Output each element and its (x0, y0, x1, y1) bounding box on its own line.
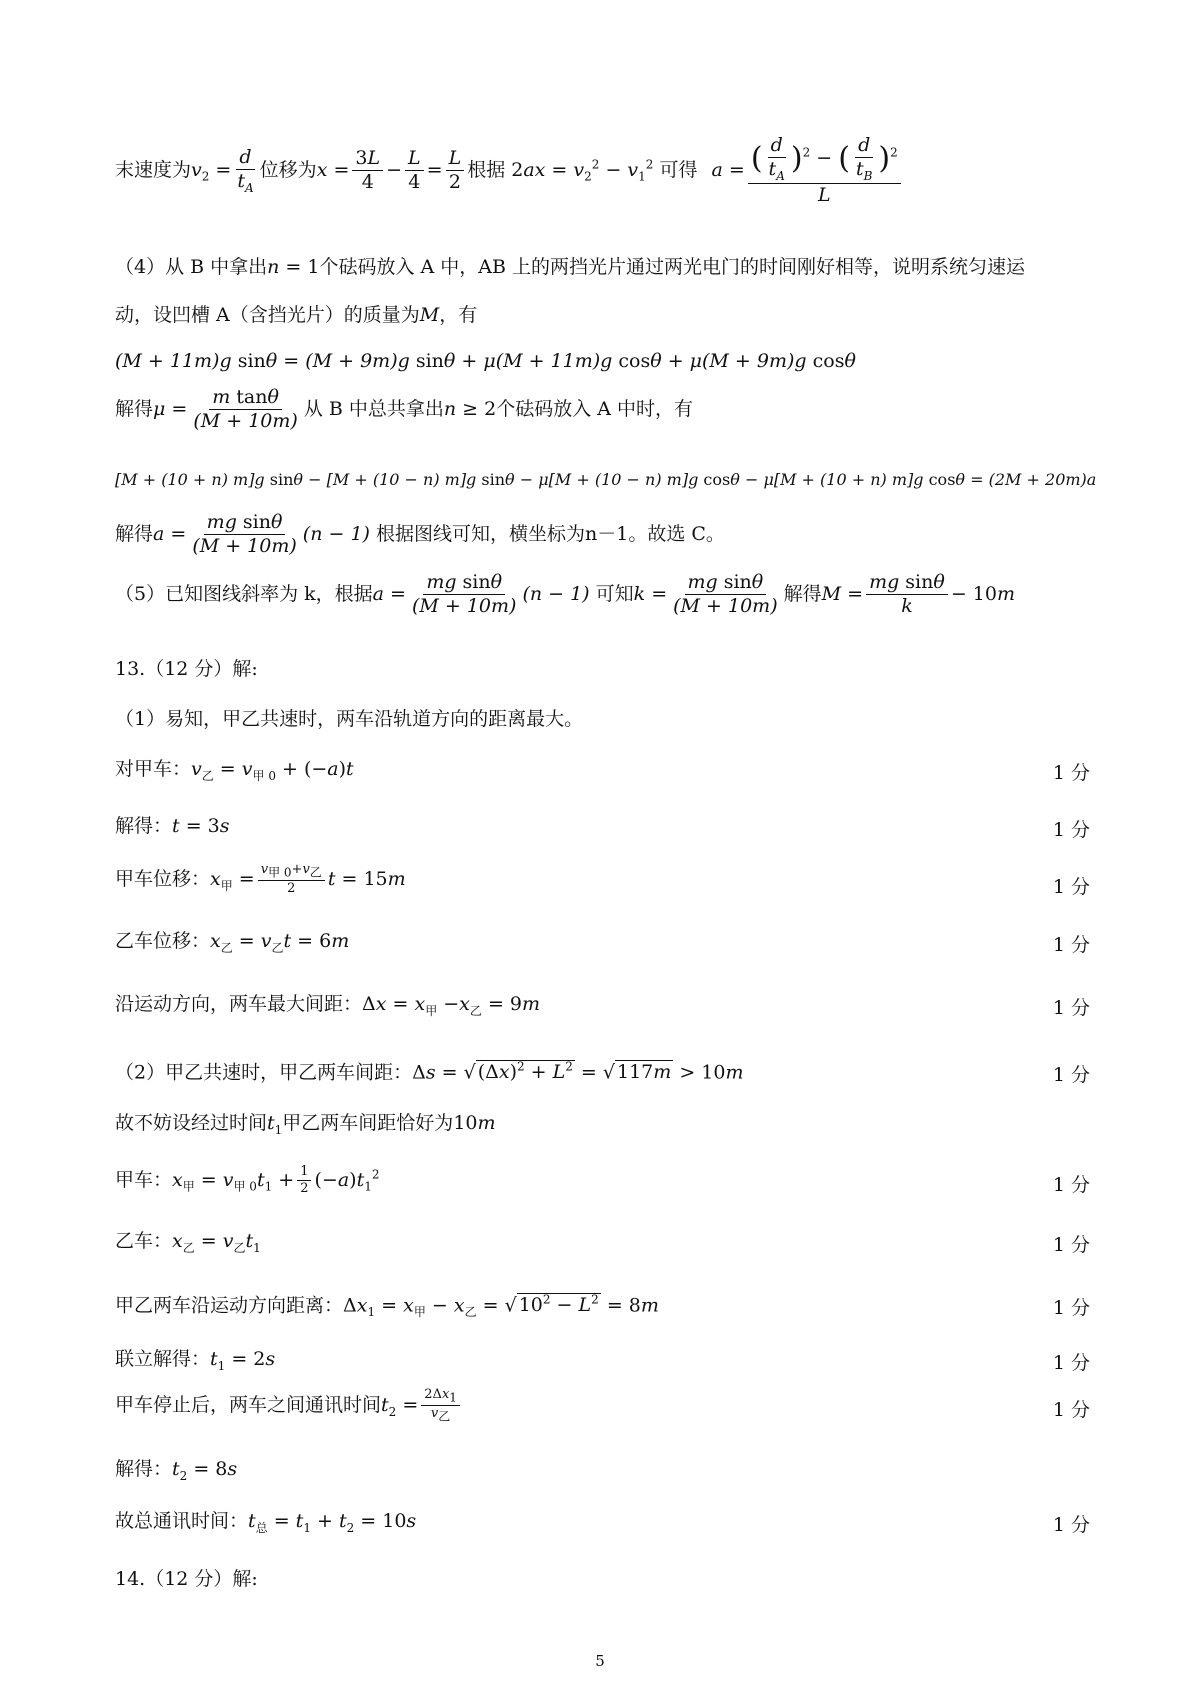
points-label: 1 分 (1052, 1064, 1090, 1086)
text: 甲车位移： (115, 867, 211, 890)
text: 13.（12 分）解: (115, 658, 258, 680)
text: 解得 (115, 522, 154, 545)
q13-row-dx: 沿运动方向，两车最大间距：$\Delta x = x_甲 -x_乙 = 9m$ (115, 993, 541, 1018)
points-label: 1 分 (1052, 1297, 1090, 1319)
text: 从 B 中总共拿出 (303, 397, 444, 420)
paragraph-4-line1: （4）从 B 中拿出n = 1个砝码放入 A 中，AB 上的两挡光片通过两光电门的时间刚好相等，说明系统匀速运 (115, 256, 1026, 278)
text: 解得： (115, 1458, 173, 1480)
text: 甲车停止后，两车之间通讯时间 (115, 1394, 382, 1417)
text: 位移为 (259, 158, 317, 181)
text: 根据图线可知，横坐标为 (376, 522, 586, 545)
text: 故不妨设经过时间 (115, 1112, 268, 1134)
text: 解得 (783, 582, 822, 605)
points-label: 1 分 (1052, 997, 1090, 1019)
text: 乙车： (115, 1230, 173, 1252)
q13-row-speed: 对甲车：$v_乙 = v_{甲 0} + (-a)t$ (115, 758, 354, 783)
points-label: 1 分 (1052, 1399, 1090, 1421)
text: 可得 (659, 158, 698, 181)
text: 解得： (115, 815, 173, 837)
q13-part1 (115, 708, 583, 731)
q13-row-xyi: 乙车位移：$x_乙 = v_乙t = 6m$ (115, 930, 350, 955)
question-13-title (115, 658, 258, 681)
text: 联立解得： (115, 1348, 211, 1370)
text: 14.（12 分）解: (115, 1568, 258, 1590)
paragraph-5: （5）已知图线斜率为 k，根据a = $\frac{\text{mg sinθ}}{(M + 10m)}$ (n − 1) 可知k = $\frac{\text{mg sinθ}}{(M + 10m)}$ 解得M = $\frac{\text{mg sinθ}}{k}$ − 10m (115, 571, 1015, 617)
q13-row-assume: 故不妨设经过时间$t_1$甲乙两车间距恰好为10m (115, 1112, 496, 1137)
points-label: 1 分 (1052, 934, 1090, 956)
points-label: 1 分 (1052, 876, 1090, 898)
text: 。故选 C。 (628, 522, 725, 545)
text: （1）易知，甲乙共速时，两车沿轨道方向的距离最大。 (115, 708, 584, 730)
points-label: 1 分 (1052, 1234, 1090, 1256)
q13-row-yi: 乙车：$x_乙 = v_乙t_1$ (115, 1230, 261, 1255)
q13-row-t2: 甲车停止后，两车之间通讯时间$t_2$ = $\frac{2\Delta x_1}{v_乙}$ (115, 1388, 463, 1424)
paragraph-4-line2: 动，设凹槽 A（含挡光片）的质量为M，有 (115, 304, 478, 326)
points-label: 1 分 (1052, 819, 1090, 841)
text: 对甲车： (115, 758, 192, 780)
q13-row-total: 故总通讯时间：$t_总 = t_1 + t_2 = 10s$ (115, 1510, 417, 1535)
text: （2）甲乙共速时，甲乙两车间距： (115, 1061, 413, 1084)
question-14-title (115, 1568, 258, 1591)
q13-row-jia: 甲车：$x_甲 = v_{甲 0}t_1$ + $\frac{1}{2}$ $(-a)t_1^2$ (115, 1164, 380, 1196)
text: （5）已知图线斜率为 k，根据 (115, 582, 373, 605)
text: 个砝码放入 A 中，AB 上的两挡光片通过两光电门的时间刚好相等，说明系统匀速运 (319, 256, 1026, 278)
text: 乙车位移： (115, 930, 211, 952)
text: 动，设凹槽 A（含挡光片）的质量为 (115, 304, 420, 326)
text: 根据 (467, 158, 506, 181)
text: 解得 (115, 397, 154, 420)
q13-part2: （2）甲乙共速时，甲乙两车间距：Δs = √ $(\Delta x)^2 + L^2$ = √ 117m > 10m (115, 1060, 744, 1084)
solve-mu: 解得μ = $\frac{\text{m tanθ}}{(M + 10m)}$ 从 B 中总共拿出n ≥ 2个砝码放入 A 中时，有 (115, 386, 694, 432)
q13-row-t: 解得：t = 3s (115, 815, 230, 837)
text: n－1 (585, 522, 629, 545)
text: 个砝码放入 A 中时，有 (496, 397, 694, 420)
text: 甲乙两车沿运动方向距离： (115, 1294, 344, 1317)
text: 甲乙两车间距恰好为 (282, 1112, 454, 1134)
points-label: 1 分 (1052, 1174, 1090, 1196)
q13-row-dx1: 甲乙两车沿运动方向距离：$\Delta x_1 = x_甲 - x_乙$ = √ $10^2 - L^2 = 8m$ (115, 1293, 659, 1320)
text: 沿运动方向，两车最大间距： (115, 993, 363, 1015)
points-label: 1 分 (1052, 762, 1090, 784)
points-label: 1 分 (1052, 1352, 1090, 1374)
page-number: 5 (595, 1652, 605, 1670)
q13-row-t1: 联立解得：$t_1 = 2s$ (115, 1348, 276, 1373)
text: （4）从 B 中拿出 (115, 256, 268, 278)
formula-line-final-speed: 末速度为$v_2$ = $\frac{d}{t_A}$ 位移为x = $\frac{3L}{4}$ − $\frac{L}{4}$ = $\frac{L}{2}$ 根据 $2ax = v_2^2 - v_1^2$ 可得 a = ( $\frac{d}{t_A}$ )$^2$ − ( $\frac{d}{t_B}$ )$^2$ L (115, 135, 904, 207)
q13-row-t2-value: 解得：$t_2 = 8s$ (115, 1458, 238, 1483)
equation-general: [M + (10 + n) m]g sinθ − [M + (10 − n) m]g sinθ − μ[M + (10 − n) m]g cosθ − μ[M + (10 + n) m]g cosθ = (2M + 20m)a (115, 470, 1097, 489)
text: 甲车： (115, 1168, 173, 1191)
text: 故总通讯时间： (115, 1510, 249, 1532)
text: ，有 (439, 304, 478, 326)
q13-row-xjia: 甲车位移：$x_甲$ = $\frac{v_{甲 0}+v_乙}{2}$ t = 15m (115, 862, 406, 897)
points-label: 1 分 (1052, 1514, 1090, 1536)
equation-balance: (M + 11m)g sinθ = (M + 9m)g sinθ + μ(M + 11m)g cosθ + μ(M + 9m)g cosθ (115, 350, 856, 372)
text: 末速度为 (115, 158, 192, 181)
solve-a: 解得a = $\frac{\text{mg sinθ}}{(M + 10m)}$ (n − 1) 根据图线可知，横坐标为n－1。故选 C。 (115, 511, 725, 557)
text: 可知 (595, 582, 634, 605)
